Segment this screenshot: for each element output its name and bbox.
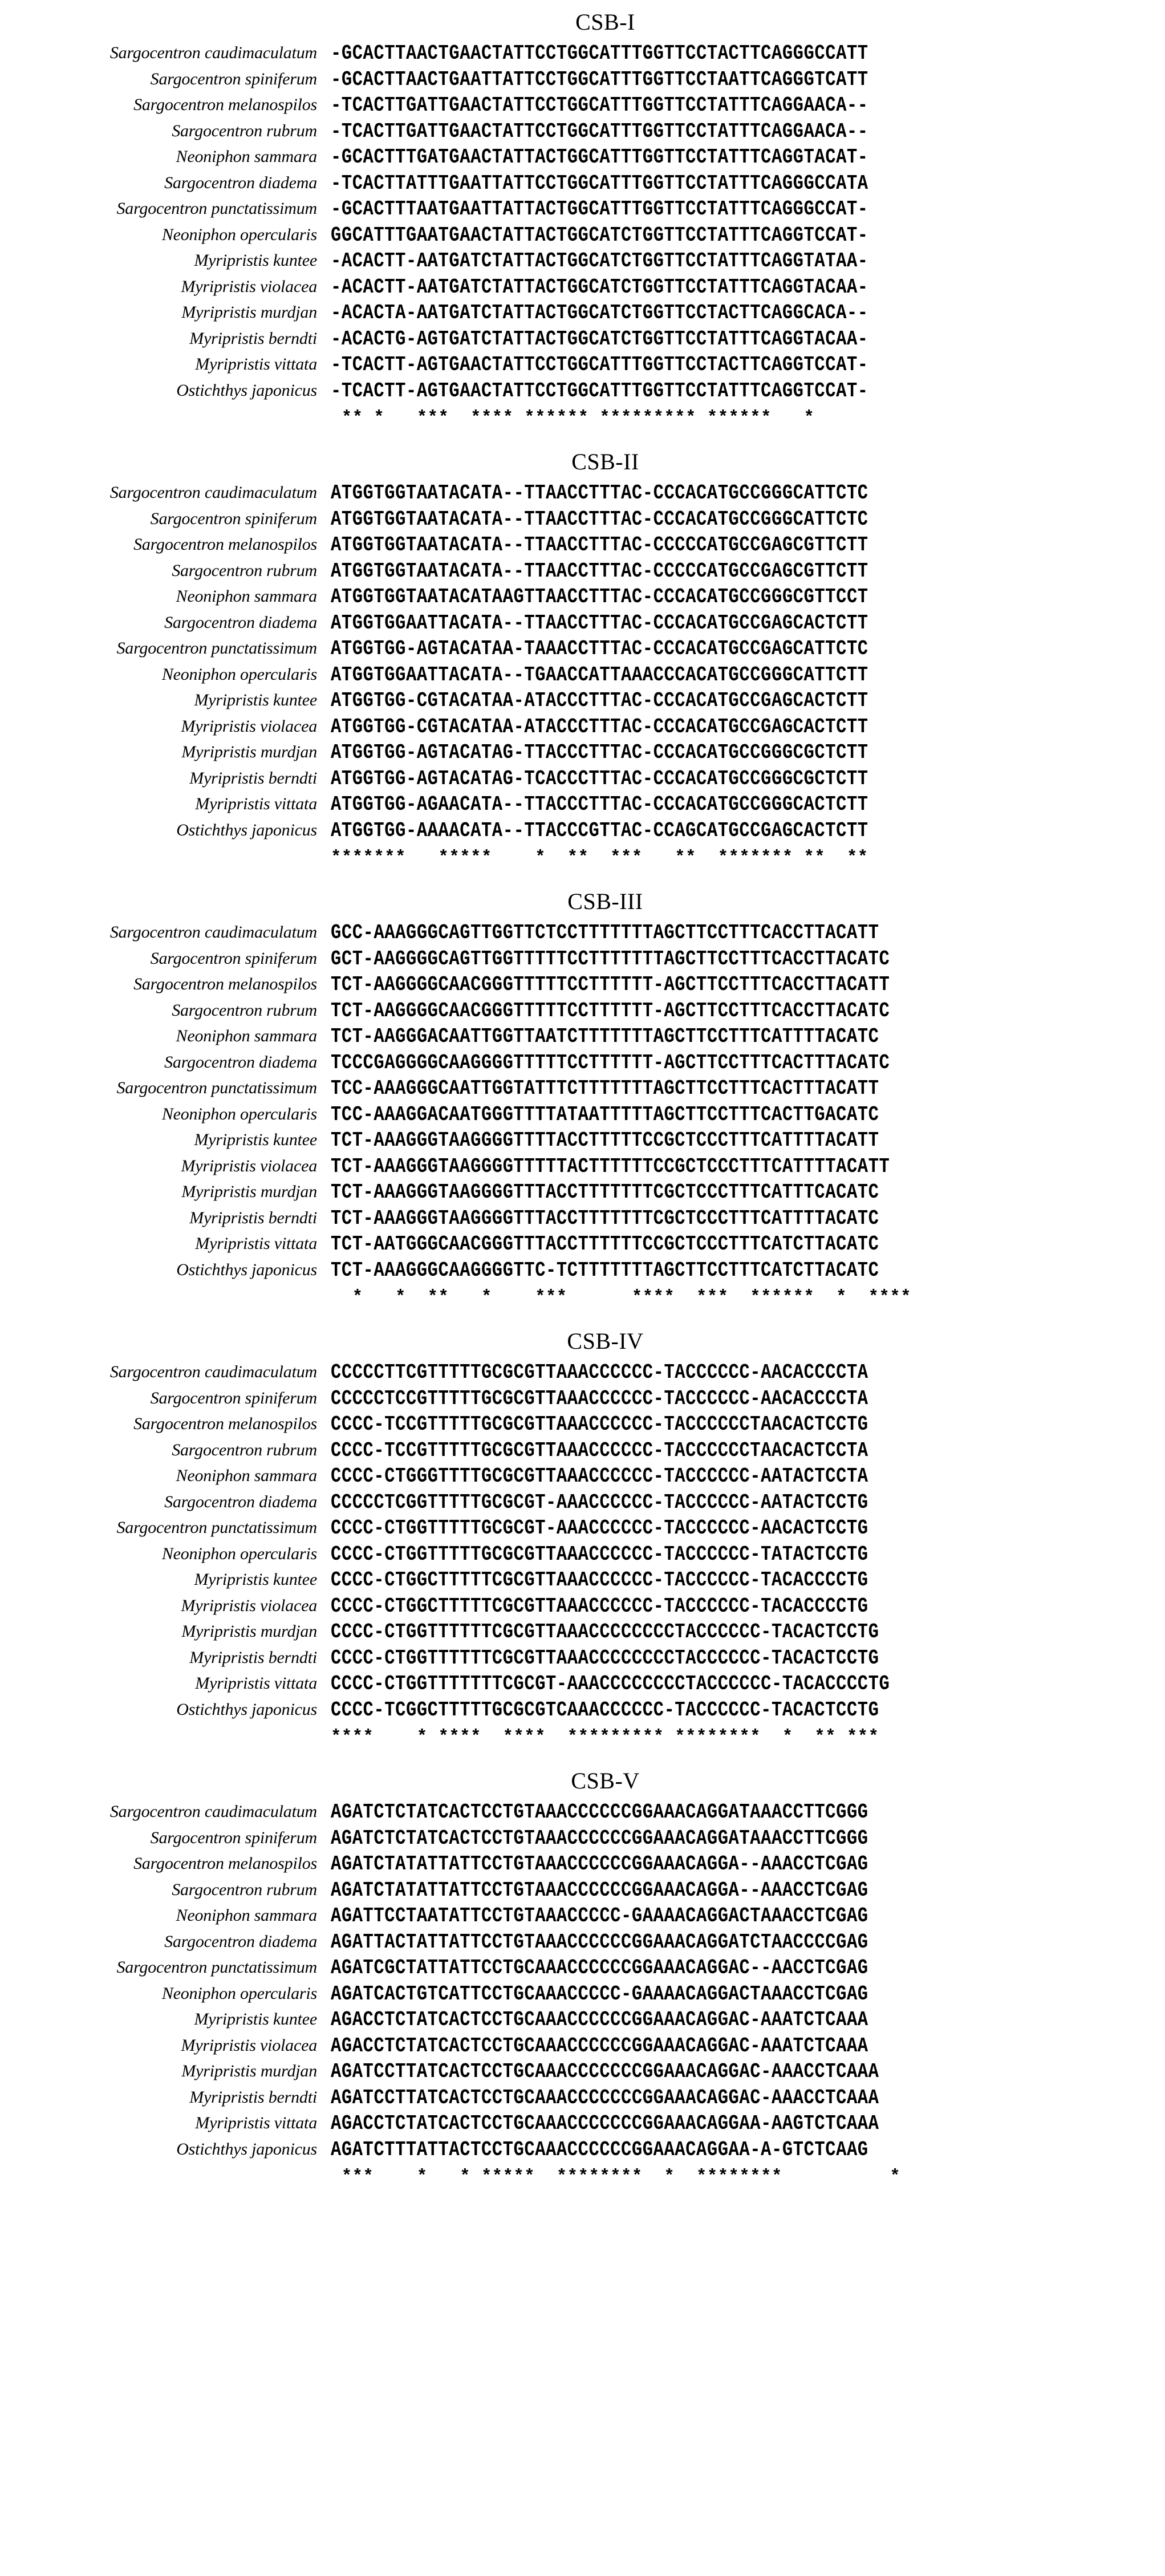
species-name: Sargocentron caudimaculatum [109,483,317,502]
species-name: Myripristis murdjan [181,303,317,322]
species-name: Ostichthys japonicus [176,1699,317,1719]
alignment-row [0,1645,1165,1671]
species-name: Sargocentron rubrum [172,1880,317,1899]
alignment-row [0,1437,1165,1463]
panel-title: CSB-IV [567,1328,644,1354]
species-name: Sargocentron melanospilos [133,535,317,554]
alignment-row [0,1049,1165,1076]
alignment-row [0,1385,1165,1411]
alignment-rows [0,1799,1165,2192]
alignment-row [0,1697,1165,1723]
dna-sequence: AGATTACTATTATTCCTGTAAACCCCCCGGAAACAGGATCTAACCCCGAG [331,1931,868,1954]
dna-sequence: TCCCGAGGGGCAAGGGGTTTTTCCTTTTTT-AGCTTCCTTTCACTTTACATC [331,1052,890,1075]
alignment-panel [0,450,1165,873]
dna-sequence: TCT-AAGGGGCAACGGGTTTTTCCTTTTTT-AGCTTCCTTTCACCTTACATT [331,973,890,997]
alignment-row [0,1825,1165,1851]
alignment-row [0,378,1165,404]
alignment-row [0,713,1165,740]
dna-sequence: -TCACTT-AGTGAACTATTCCTGGCATTTGGTTCCTACTTCAGGTCCAT- [331,354,868,377]
species-name: Myripristis berndti [189,1208,317,1227]
dna-sequence: AGATCCTTATCACTCCTGCAAACCCCCCCGGAAACAGGAC-AAACCTCAAA [331,2060,879,2084]
conservation-row [0,2162,1165,2192]
alignment-row [0,222,1165,248]
species-name: Sargocentron diadema [164,1052,317,1072]
conservation-row [0,843,1165,873]
alignment-row [0,2058,1165,2084]
dna-sequence: ATGGTGG-AGAACATA--TTACCCTTTAC-CCCACATGCCGGGCACTCTT [331,793,868,817]
species-name: Neoniphon sammara [176,587,317,606]
alignment-row [0,791,1165,817]
dna-sequence: TCT-AAAGGGTAAGGGGTTTTTACTTTTTTCCGCTCCCTTTCATTTTACATT [331,1155,890,1179]
species-name: Myripristis murdjan [181,1622,317,1641]
species-name: Sargocentron spiniferum [150,69,317,88]
species-name: Myripristis vittata [195,1234,317,1253]
dna-sequence: CCCC-CTGGTTTTTTTCGCGT-AAACCCCCCCCTACCCCCC-TACACCCCTG [331,1673,890,1696]
dna-sequence: AGACCTCTATCACTCCTGCAAACCCCCCGGAAACAGGAC-AAATCTCAAA [331,2009,868,2032]
alignment-row [0,144,1165,170]
species-name: Sargocentron melanospilos [133,975,317,993]
species-name: Sargocentron rubrum [172,1440,317,1459]
alignment-panel [0,10,1165,433]
dna-sequence: CCCCCTTCGTTTTTGCGCGTTAAACCCCCC-TACCCCCC-AACACCCCTA [331,1361,868,1385]
dna-sequence: ATGGTGG-AGTACATAA-TAAACCTTTAC-CCCACATGCCGAGCATTCTC [331,638,868,661]
dna-sequence: -TCACTTGATTGAACTATTCCTGGCATTTGGTTCCTATTTCAGGAACA-- [331,94,868,117]
species-name: Myripristis vittata [195,794,317,813]
species-name: Myripristis kuntee [194,2010,317,2029]
species-name: Sargocentron diadema [164,1492,317,1511]
dna-sequence: -GCACTTTGATGAACTATTACTGGCATTTGGTTCCTATTTCAGGTACAT- [331,146,868,169]
alignment-row [0,1127,1165,1153]
species-name: Myripristis kuntee [194,1130,317,1149]
species-name: Myripristis berndti [189,2087,317,2107]
dna-sequence: TCT-AAAGGGTAAGGGGTTTACCTTTTTTTCGCTCCCTTTCATTTTACATC [331,1207,879,1231]
alignment-row [0,610,1165,636]
species-name: Sargocentron rubrum [172,561,317,580]
dna-sequence: GGCATTTGAATGAACTATTACTGGCATCTGGTTCCTATTTCAGGTCCAT- [331,224,868,248]
alignment-row [0,1489,1165,1515]
species-name: Myripristis berndti [189,328,317,348]
alignment-row [0,817,1165,843]
dna-sequence: AGACCTCTATCACTCCTGCAAACCCCCCGGAAACAGGAC-AAATCTCAAA [331,2035,868,2058]
dna-sequence: ATGGTGG-AGTACATAG-TCACCCTTTAC-CCCACATGCCGGGCGCTCTT [331,768,868,791]
dna-sequence: AGATTCCTAATATTCCTGTAAACCCCC-GAAAACAGGACTAAACCTCGAG [331,1905,868,1928]
alignment-row [0,1101,1165,1127]
dna-sequence: ATGGTGG-CGTACATAA-ATACCCTTTAC-CCCACATGCCGAGCACTCTT [331,716,868,739]
alignment-row [0,480,1165,506]
dna-sequence: CCCC-TCGGCTTTTTGCGCGTCAAACCCCCC-TACCCCCC-TACACTCCTG [331,1699,879,1722]
alignment-row [0,1929,1165,1955]
alignment-row [0,326,1165,352]
species-name: Sargocentron punctatissimum [116,1958,317,1977]
dna-sequence: CCCC-CTGGCTTTTTCGCGTTAAACCCCCC-TACCCCCC-TACACCCCTG [331,1569,868,1592]
alignment-row [0,299,1165,326]
dna-sequence: ATGGTGGTAATACATA--TTAACCTTTAC-CCCACATGCCGGGCATTCTC [331,482,868,505]
species-name: Sargocentron melanospilos [133,95,317,114]
species-name: Sargocentron spiniferum [150,509,317,528]
alignment-row [0,1618,1165,1645]
species-name: Sargocentron caudimaculatum [109,1802,317,1821]
dna-sequence: TCT-AAAGGGTAAGGGGTTTTACCTTTTTCCGCTCCCTTTCATTTTACATT [331,1129,879,1153]
dna-sequence: CCCC-CTGGTTTTTGCGCGTTAAACCCCCC-TACCCCCC-TATACTCCTG [331,1543,868,1567]
conservation-markers: **** * **** **** ********* ******** * ** *** [331,1727,879,1747]
dna-sequence: -GCACTTAACTGAACTATTCCTGGCATTTGGTTCCTACTTCAGGGCCATT [331,42,868,66]
dna-sequence: AGATCTATATTATTCCTGTAAACCCCCCGGAAACAGGA--AAACCTCGAG [331,1879,868,1902]
dna-sequence: CCCC-CTGGTTTTTGCGCGT-AAACCCCCC-TACCCCCC-AACACTCCTG [331,1517,868,1540]
dna-sequence: ATGGTGG-AAAACATA--TTACCCGTTAC-CCAGCATGCCGAGCACTCTT [331,820,868,843]
species-name: Neoniphon sammara [176,147,317,166]
species-name: Neoniphon sammara [176,1027,317,1045]
species-name: Neoniphon opercularis [161,664,317,684]
dna-sequence: TCT-AAGGGACAATTGGTTAATCTTTTTTTAGCTTCCTTTCATTTTACATC [331,1025,879,1049]
dna-sequence: CCCC-TCCGTTTTTGCGCGTTAAACCCCCC-TACCCCCCTAACACTCCTA [331,1439,868,1463]
alignment-rows [0,1359,1165,1752]
species-name: Sargocentron spiniferum [150,1828,317,1847]
species-name: Myripristis berndti [189,768,317,788]
species-name: Ostichthys japonicus [176,380,317,400]
species-name: Neoniphon opercularis [161,225,317,244]
alignment-row [0,583,1165,610]
alignment-row [0,2136,1165,2163]
species-name: Sargocentron caudimaculatum [109,1362,317,1381]
dna-sequence: -ACACTT-AATGATCTATTACTGGCATCTGGTTCCTATTTCAGGTACAA- [331,276,868,299]
alignment-row [0,532,1165,558]
alignment-row [0,1541,1165,1567]
panel-title: CSB-I [575,9,635,35]
alignment-row [0,919,1165,946]
alignment-row [0,765,1165,792]
species-name: Myripristis berndti [189,1648,317,1667]
dna-sequence: AGATCTATATTATTCCTGTAAACCCCCCGGAAACAGGA--AAACCTCGAG [331,1853,868,1876]
alignment-row [0,1231,1165,1257]
alignment-row [0,1359,1165,1385]
alignment-row [0,687,1165,713]
alignment-row [0,351,1165,378]
alignment-row [0,1877,1165,1903]
dna-sequence: -GCACTTAACTGAATTATTCCTGGCATTTGGTTCCTAATTCAGGGTCATT [331,68,868,92]
alignment-panel [0,1769,1165,2192]
alignment-row [0,506,1165,532]
alignment-row [0,2084,1165,2111]
species-name: Myripristis kuntee [194,251,317,270]
species-name: Myripristis kuntee [194,691,317,709]
alignment-row [0,2033,1165,2059]
conservation-markers: *** * * ***** ******** * ******** * [331,2167,901,2186]
species-name: Sargocentron caudimaculatum [109,43,317,62]
dna-sequence: AGATCGCTATTATTCCTGCAAACCCCCCGGAAACAGGAC--AACCTCGAG [331,1957,868,1980]
alignment-row [0,1981,1165,2007]
dna-sequence: AGATCTCTATCACTCCTGTAAACCCCCCGGAAACAGGATAAACCTTCGGG [331,1827,868,1851]
species-name: Sargocentron melanospilos [133,1854,317,1873]
species-name: Ostichthys japonicus [176,2139,317,2159]
species-name: Myripristis murdjan [181,743,317,761]
alignment-row [0,66,1165,92]
species-name: Sargocentron caudimaculatum [109,923,317,942]
alignment-row [0,1670,1165,1697]
dna-sequence: AGATCCTTATCACTCCTGCAAACCCCCCCGGAAACAGGAC-AAACCTCAAA [331,2087,879,2110]
alignment-row [0,1257,1165,1283]
dna-sequence: CCCC-TCCGTTTTTGCGCGTTAAACCCCCC-TACCCCCCTAACACTCCTG [331,1413,868,1437]
alignment-row [0,1515,1165,1541]
species-name: Neoniphon sammara [176,1906,317,1925]
dna-sequence: TCT-AAGGGGCAACGGGTTTTTCCTTTTTT-AGCTTCCTTTCACCTTACATC [331,1000,890,1023]
dna-sequence: TCT-AAAGGGTAAGGGGTTTACCTTTTTTTCGCTCCCTTTCATTTCACATC [331,1181,879,1204]
dna-sequence: TCT-AATGGGCAACGGGTTTACCTTTTTTCCGCTCCCTTTCATCTTACATC [331,1233,879,1256]
alignment-row [0,662,1165,688]
species-name: Ostichthys japonicus [176,820,317,839]
dna-sequence: CCCC-CTGGTTTTTTCGCGTTAAACCCCCCCCTACCCCCC-TACACTCCTG [331,1647,879,1670]
alignment-row [0,92,1165,118]
species-name: Sargocentron spiniferum [150,1388,317,1407]
alignment-row [0,1799,1165,1825]
dna-sequence: TCT-AAAGGGCAAGGGGTTC-TCTTTTTTTAGCTTCCTTTCATCTTACATC [331,1259,879,1283]
alignment-row [0,1463,1165,1489]
alignment-row [0,1153,1165,1179]
dna-sequence: GCT-AAGGGGCAGTTGGTTTTTCCTTTTTTTAGCTTCCTTTCACCTTACATC [331,948,890,971]
dna-sequence: AGACCTCTATCACTCCTGCAAACCCCCCCGGAAACAGGAA-AAGTCTCAAA [331,2112,879,2136]
alignment-row [0,248,1165,274]
dna-sequence: CCCC-CTGGGTTTTGCGCGTTAAACCCCCC-TACCCCCC-AATACTCCTA [331,1465,868,1488]
dna-sequence: CCCCCTCCGTTTTTGCGCGTTAAACCCCCC-TACCCCCC-AACACCCCTA [331,1388,868,1411]
species-name: Sargocentron diadema [164,1932,317,1951]
alignment-panel [0,890,1165,1312]
alignment-panel [0,1329,1165,1752]
alignment-row [0,2006,1165,2033]
conservation-markers: ** * *** **** ****** ********* ****** * [331,408,879,428]
alignment-row [0,946,1165,972]
dna-sequence: CCCCCTCGGTTTTTGCGCGT-AAACCCCCC-TACCCCCC-AATACTCCTG [331,1491,868,1515]
alignment-row [0,1205,1165,1231]
alignment-row [0,274,1165,300]
alignment-row [0,1954,1165,1981]
species-name: Sargocentron punctatissimum [116,1518,317,1537]
dna-sequence: ATGGTGGAATTACATA--TGAACCATTAAACCCACATGCCGGGCATTCTT [331,664,868,687]
dna-sequence: ATGGTGGTAATACATA--TTAACCTTTAC-CCCCCATGCCGAGCGTTCTT [331,534,868,557]
dna-sequence: CCCC-CTGGTTTTTTCGCGTTAAACCCCCCCCTACCCCCC-TACACTCCTG [331,1621,879,1644]
species-name: Myripristis violacea [181,1596,317,1615]
species-name: Myripristis violacea [181,2035,317,2055]
species-name: Myripristis violacea [181,1156,317,1175]
species-name: Myripristis kuntee [194,1570,317,1589]
alignment-row [0,635,1165,662]
species-name: Neoniphon opercularis [161,1983,317,2003]
species-name: Sargocentron punctatissimum [116,199,317,218]
dna-sequence: TCC-AAAGGACAATGGGTTTTATAATTTTTAGCTTCCTTTCACTTGACATC [331,1104,879,1127]
species-name: Myripristis murdjan [181,1182,317,1201]
dna-sequence: -TCACTTGATTGAACTATTCCTGGCATTTGGTTCCTATTTCAGGAACA-- [331,120,868,144]
dna-sequence: -ACACTG-AGTGATCTATTACTGGCATCTGGTTCCTATTTCAGGTACAA- [331,328,868,351]
alignment-row [0,1075,1165,1101]
dna-sequence: -TCACTTATTTGAATTATTCCTGGCATTTGGTTCCTATTTCAGGGCCATA [331,172,868,196]
panel-title: CSB-III [567,889,643,914]
species-name: Sargocentron rubrum [172,1000,317,1020]
dna-sequence: ATGGTGGTAATACATA--TTAACCTTTAC-CCCCCATGCCGAGCGTTCTT [331,560,868,583]
alignment-row [0,739,1165,765]
species-name: Myripristis vittata [195,2113,317,2132]
alignment-row [0,170,1165,196]
species-name: Neoniphon sammara [176,1466,317,1485]
alignment-panels-container [0,10,1165,2192]
species-name: Myripristis vittata [195,1674,317,1693]
species-name: Sargocentron diadema [164,612,317,632]
dna-sequence: AGATCTTTATTACTCCTGCAAACCCCCCGGAAACAGGAA-A-GTCTCAAG [331,2139,868,2162]
conservation-row [0,403,1165,433]
alignment-row [0,1411,1165,1437]
dna-sequence: -TCACTT-AGTGAACTATTCCTGGCATTTGGTTCCTATTTCAGGTCCAT- [331,380,868,403]
dna-sequence: ATGGTGG-CGTACATAA-ATACCCTTTAC-CCCACATGCCGAGCACTCTT [331,689,868,713]
conservation-markers: * * ** * *** **** *** ****** * **** [331,1288,912,1307]
species-name: Sargocentron melanospilos [133,1414,317,1433]
alignment-row [0,118,1165,144]
dna-sequence: ATGGTGGTAATACATAAGTTAACCTTTAC-CCCACATGCCGGGCGTTCCT [331,586,868,609]
species-name: Sargocentron punctatissimum [116,639,317,658]
alignment-row [0,1593,1165,1619]
dna-sequence: ATGGTGGAATTACATA--TTAACCTTTAC-CCCACATGCCGAGCACTCTT [331,612,868,635]
conservation-markers: ******* ***** * ** *** ** ******* ** ** [331,848,868,867]
alignment-row [0,558,1165,584]
panel-title: CSB-V [571,1768,640,1794]
alignment-row [0,997,1165,1024]
alignment-row [0,971,1165,997]
alignment-row [0,2110,1165,2136]
alignment-row [0,40,1165,66]
dna-sequence: -GCACTTTAATGAATTATTACTGGCATTTGGTTCCTATTTCAGGGCCAT- [331,198,868,221]
dna-sequence: CCCC-CTGGCTTTTTCGCGTTAAACCCCCC-TACCCCCC-TACACCCCTG [331,1595,868,1618]
alignment-rows [0,40,1165,433]
dna-sequence: AGATCTCTATCACTCCTGTAAACCCCCCGGAAACAGGATAAACCTTCGGG [331,1801,868,1824]
alignment-row [0,196,1165,222]
species-name: Myripristis murdjan [181,2062,317,2080]
alignment-row [0,1179,1165,1205]
species-name: Myripristis vittata [195,355,317,374]
alignment-row [0,1902,1165,1929]
species-name: Neoniphon opercularis [161,1104,317,1123]
conservation-row [0,1722,1165,1752]
dna-sequence: AGATCACTGTCATTCCTGCAAACCCCC-GAAAACAGGACTAAACCTCGAG [331,1983,868,2006]
dna-sequence: -ACACTA-AATGATCTATTACTGGCATCTGGTTCCTACTTCAGGCACA-- [331,302,868,325]
conservation-row [0,1283,1165,1312]
dna-sequence: ATGGTGGTAATACATA--TTAACCTTTAC-CCCACATGCCGGGCATTCTC [331,508,868,532]
dna-sequence: GCC-AAAGGGCAGTTGGTTCTCCTTTTTTTAGCTTCCTTTCACCTTACATT [331,922,879,945]
species-name: Sargocentron spiniferum [150,948,317,968]
dna-sequence: -ACACTT-AATGATCTATTACTGGCATCTGGTTCCTATTTCAGGTATAA- [331,250,868,273]
species-name: Ostichthys japonicus [176,1260,317,1279]
species-name: Sargocentron diadema [164,173,317,192]
species-name: Myripristis violacea [181,716,317,736]
alignment-row [0,1567,1165,1593]
species-name: Myripristis violacea [181,277,317,296]
species-name: Neoniphon opercularis [161,1544,317,1563]
dna-sequence: TCC-AAAGGGCAATTGGTATTTCTTTTTTTAGCTTCCTTTCACTTTACATT [331,1077,879,1101]
dna-sequence: ATGGTGG-AGTACATAG-TTACCCTTTAC-CCCACATGCCGGGCGCTCTT [331,741,868,765]
species-name: Sargocentron rubrum [172,121,317,140]
alignment-rows [0,919,1165,1312]
alignment-row [0,1851,1165,1877]
alignment-rows [0,480,1165,873]
panel-title: CSB-II [571,449,639,474]
species-name: Sargocentron punctatissimum [116,1078,317,1097]
alignment-row [0,1023,1165,1049]
